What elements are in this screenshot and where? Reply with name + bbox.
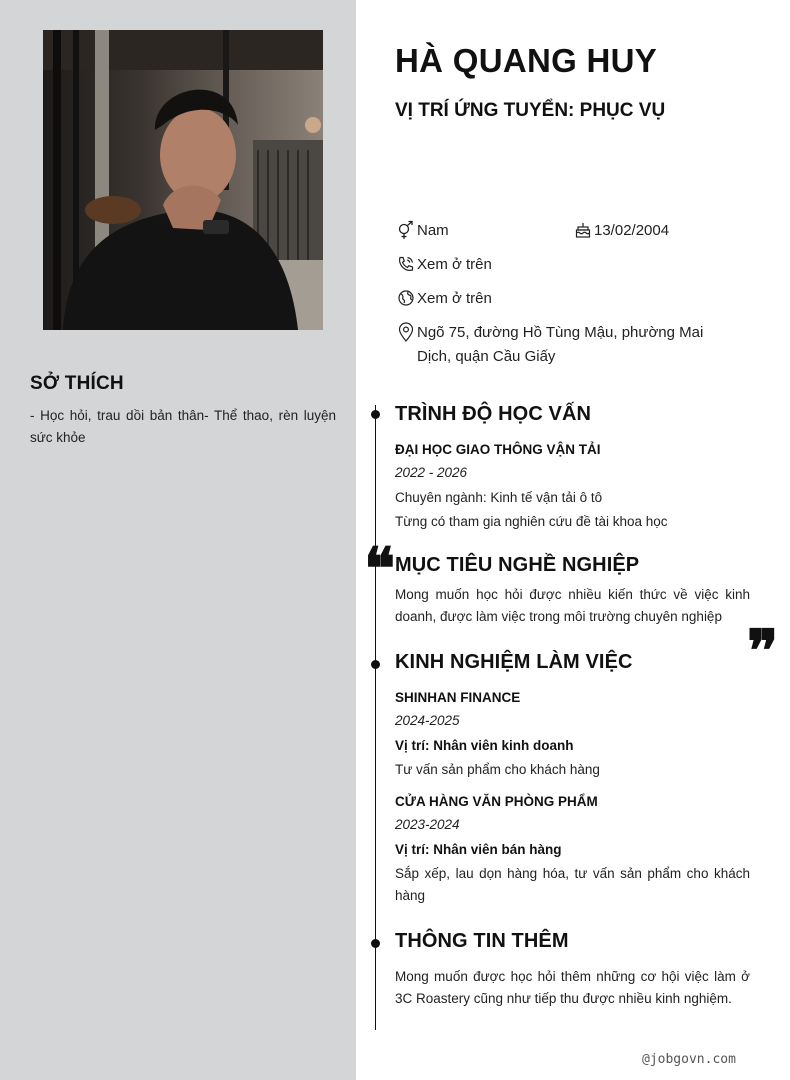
timeline-dot xyxy=(371,410,380,419)
timeline-dot xyxy=(371,939,380,948)
phone-value: Xem ở trên xyxy=(417,256,492,273)
gender-icon xyxy=(395,219,417,241)
location-pin-icon xyxy=(395,321,417,343)
timeline-line xyxy=(375,405,376,1030)
website-value: Xem ở trên xyxy=(417,290,492,307)
close-quote-icon: ❞ xyxy=(747,617,779,685)
profile-photo xyxy=(43,30,323,330)
birthday-value: 13/02/2004 xyxy=(594,222,670,239)
gender-value: Nam xyxy=(417,222,449,239)
watermark: @jobgovn.com xyxy=(642,1052,736,1067)
gender-row xyxy=(395,219,449,243)
birthday-row xyxy=(572,219,669,243)
education-school: ĐẠI HỌC GIAO THÔNG VẬN TẢI xyxy=(395,442,601,457)
job-role: Vị trí: Nhân viên bán hàng xyxy=(395,842,562,857)
timeline-dot xyxy=(371,660,380,669)
education-title: TRÌNH ĐỘ HỌC VẤN xyxy=(395,403,592,425)
phone-row xyxy=(395,253,492,277)
hobbies-title: SỞ THÍCH xyxy=(30,373,124,394)
address-value: Ngõ 75, đường Hồ Tùng Mậu, phường Mai Dịch, quận Cầu Giấy xyxy=(417,324,704,365)
globe-icon xyxy=(395,287,417,309)
job-description: Sắp xếp, lau dọn hàng hóa, tư vấn sản phẩm cho khách hàng xyxy=(395,866,750,903)
additional-info-text: Mong muốn được học hỏi thêm những cơ hội việc làm ở 3C Roastery cũng như tiếp thu được nhiều kinh nghiệm. xyxy=(395,969,750,1006)
phone-icon xyxy=(395,253,417,275)
experience-title: KINH NGHIỆM LÀM VIỆC xyxy=(395,651,633,673)
address-row xyxy=(395,321,735,369)
hobbies-text: - Học hỏi, trau dồi bản thân- Thể thao, rèn luyện sức khỏe xyxy=(30,408,336,445)
objective-text: Mong muốn học hỏi được nhiều kiến thức về việc kinh doanh, được làm việc trong môi trường chuyên nghiệp xyxy=(395,587,750,624)
job-description: Tư vấn sản phẩm cho khách hàng xyxy=(395,762,600,777)
candidate-name: HÀ QUANG HUY xyxy=(395,42,658,79)
job-role: Vị trí: Nhân viên kinh doanh xyxy=(395,738,574,753)
education-period: 2022 - 2026 xyxy=(395,465,468,480)
education-note: Từng có tham gia nghiên cứu đề tài khoa học xyxy=(395,514,668,529)
job-company: SHINHAN FINANCE xyxy=(395,690,521,705)
objective-title: MỤC TIÊU NGHỀ NGHIỆP xyxy=(395,554,640,576)
open-quote-icon: ❝ xyxy=(364,535,396,603)
additional-info-title: THÔNG TIN THÊM xyxy=(395,930,569,952)
website-row xyxy=(395,287,492,311)
job-period: 2023-2024 xyxy=(395,817,460,832)
applied-position: VỊ TRÍ ỨNG TUYỂN: PHỤC VỤ xyxy=(395,100,666,121)
job-company: CỬA HÀNG VĂN PHÒNG PHẨM xyxy=(395,794,598,809)
education-major: Chuyên ngành: Kinh tế vận tải ô tô xyxy=(395,490,603,505)
cake-icon xyxy=(572,219,594,241)
job-period: 2024-2025 xyxy=(395,713,460,728)
